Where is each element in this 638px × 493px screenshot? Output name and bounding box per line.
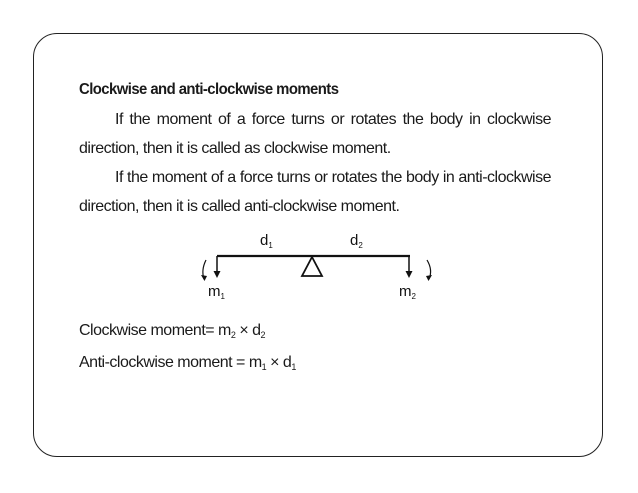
eq1-mass: m	[218, 322, 231, 339]
paragraph-clockwise-line1: If the moment of a force turns or rotates the body in clockwise	[115, 111, 551, 128]
eq1-mass-subscript: 2	[230, 330, 236, 340]
eq2-mass: m	[248, 354, 262, 371]
lever-diagram	[190, 226, 450, 316]
label-m1: $m_1$	[208, 283, 225, 301]
fulcrum-triangle	[302, 257, 322, 276]
eq2-mass-subscript: 1	[261, 362, 267, 372]
paragraph-anticlockwise	[79, 163, 551, 221]
label-m2: $m_2$	[399, 283, 416, 301]
paragraph-anticlockwise-line1: If the moment of a force turns or rotates the body in anti-clockwise	[115, 169, 551, 186]
m1-force-arrowhead	[214, 271, 221, 278]
eq1-distance: d	[252, 322, 261, 339]
equation-anticlockwise	[79, 354, 296, 372]
eq1-distance-subscript: 2	[260, 330, 266, 340]
label-d1: $d_1$	[260, 232, 273, 250]
eq2-distance: d	[282, 354, 292, 371]
equation-anticlockwise-label: Anti-clockwise moment =	[79, 354, 249, 371]
label-d2: $d_2$	[350, 232, 363, 250]
eq2-distance-subscript: 1	[291, 362, 296, 372]
anticlockwise-arrowhead	[201, 275, 207, 281]
equation-clockwise	[79, 322, 265, 340]
eq1-times: ×	[235, 322, 253, 339]
equation-clockwise-label: Clockwise moment=	[79, 322, 219, 339]
paragraph-clockwise-line2: direction, then it is called as clockwise moment.	[79, 140, 391, 157]
slide-heading: Clockwise and anti-clockwise moments	[79, 81, 339, 98]
clockwise-arrowhead	[426, 275, 432, 281]
slide-content	[79, 79, 551, 221]
eq2-times: ×	[266, 354, 283, 371]
paragraph-clockwise	[79, 105, 551, 163]
paragraph-anticlockwise-line2: direction, then it is called anti-clockwise moment.	[79, 198, 400, 215]
m2-force-arrowhead	[406, 271, 413, 278]
